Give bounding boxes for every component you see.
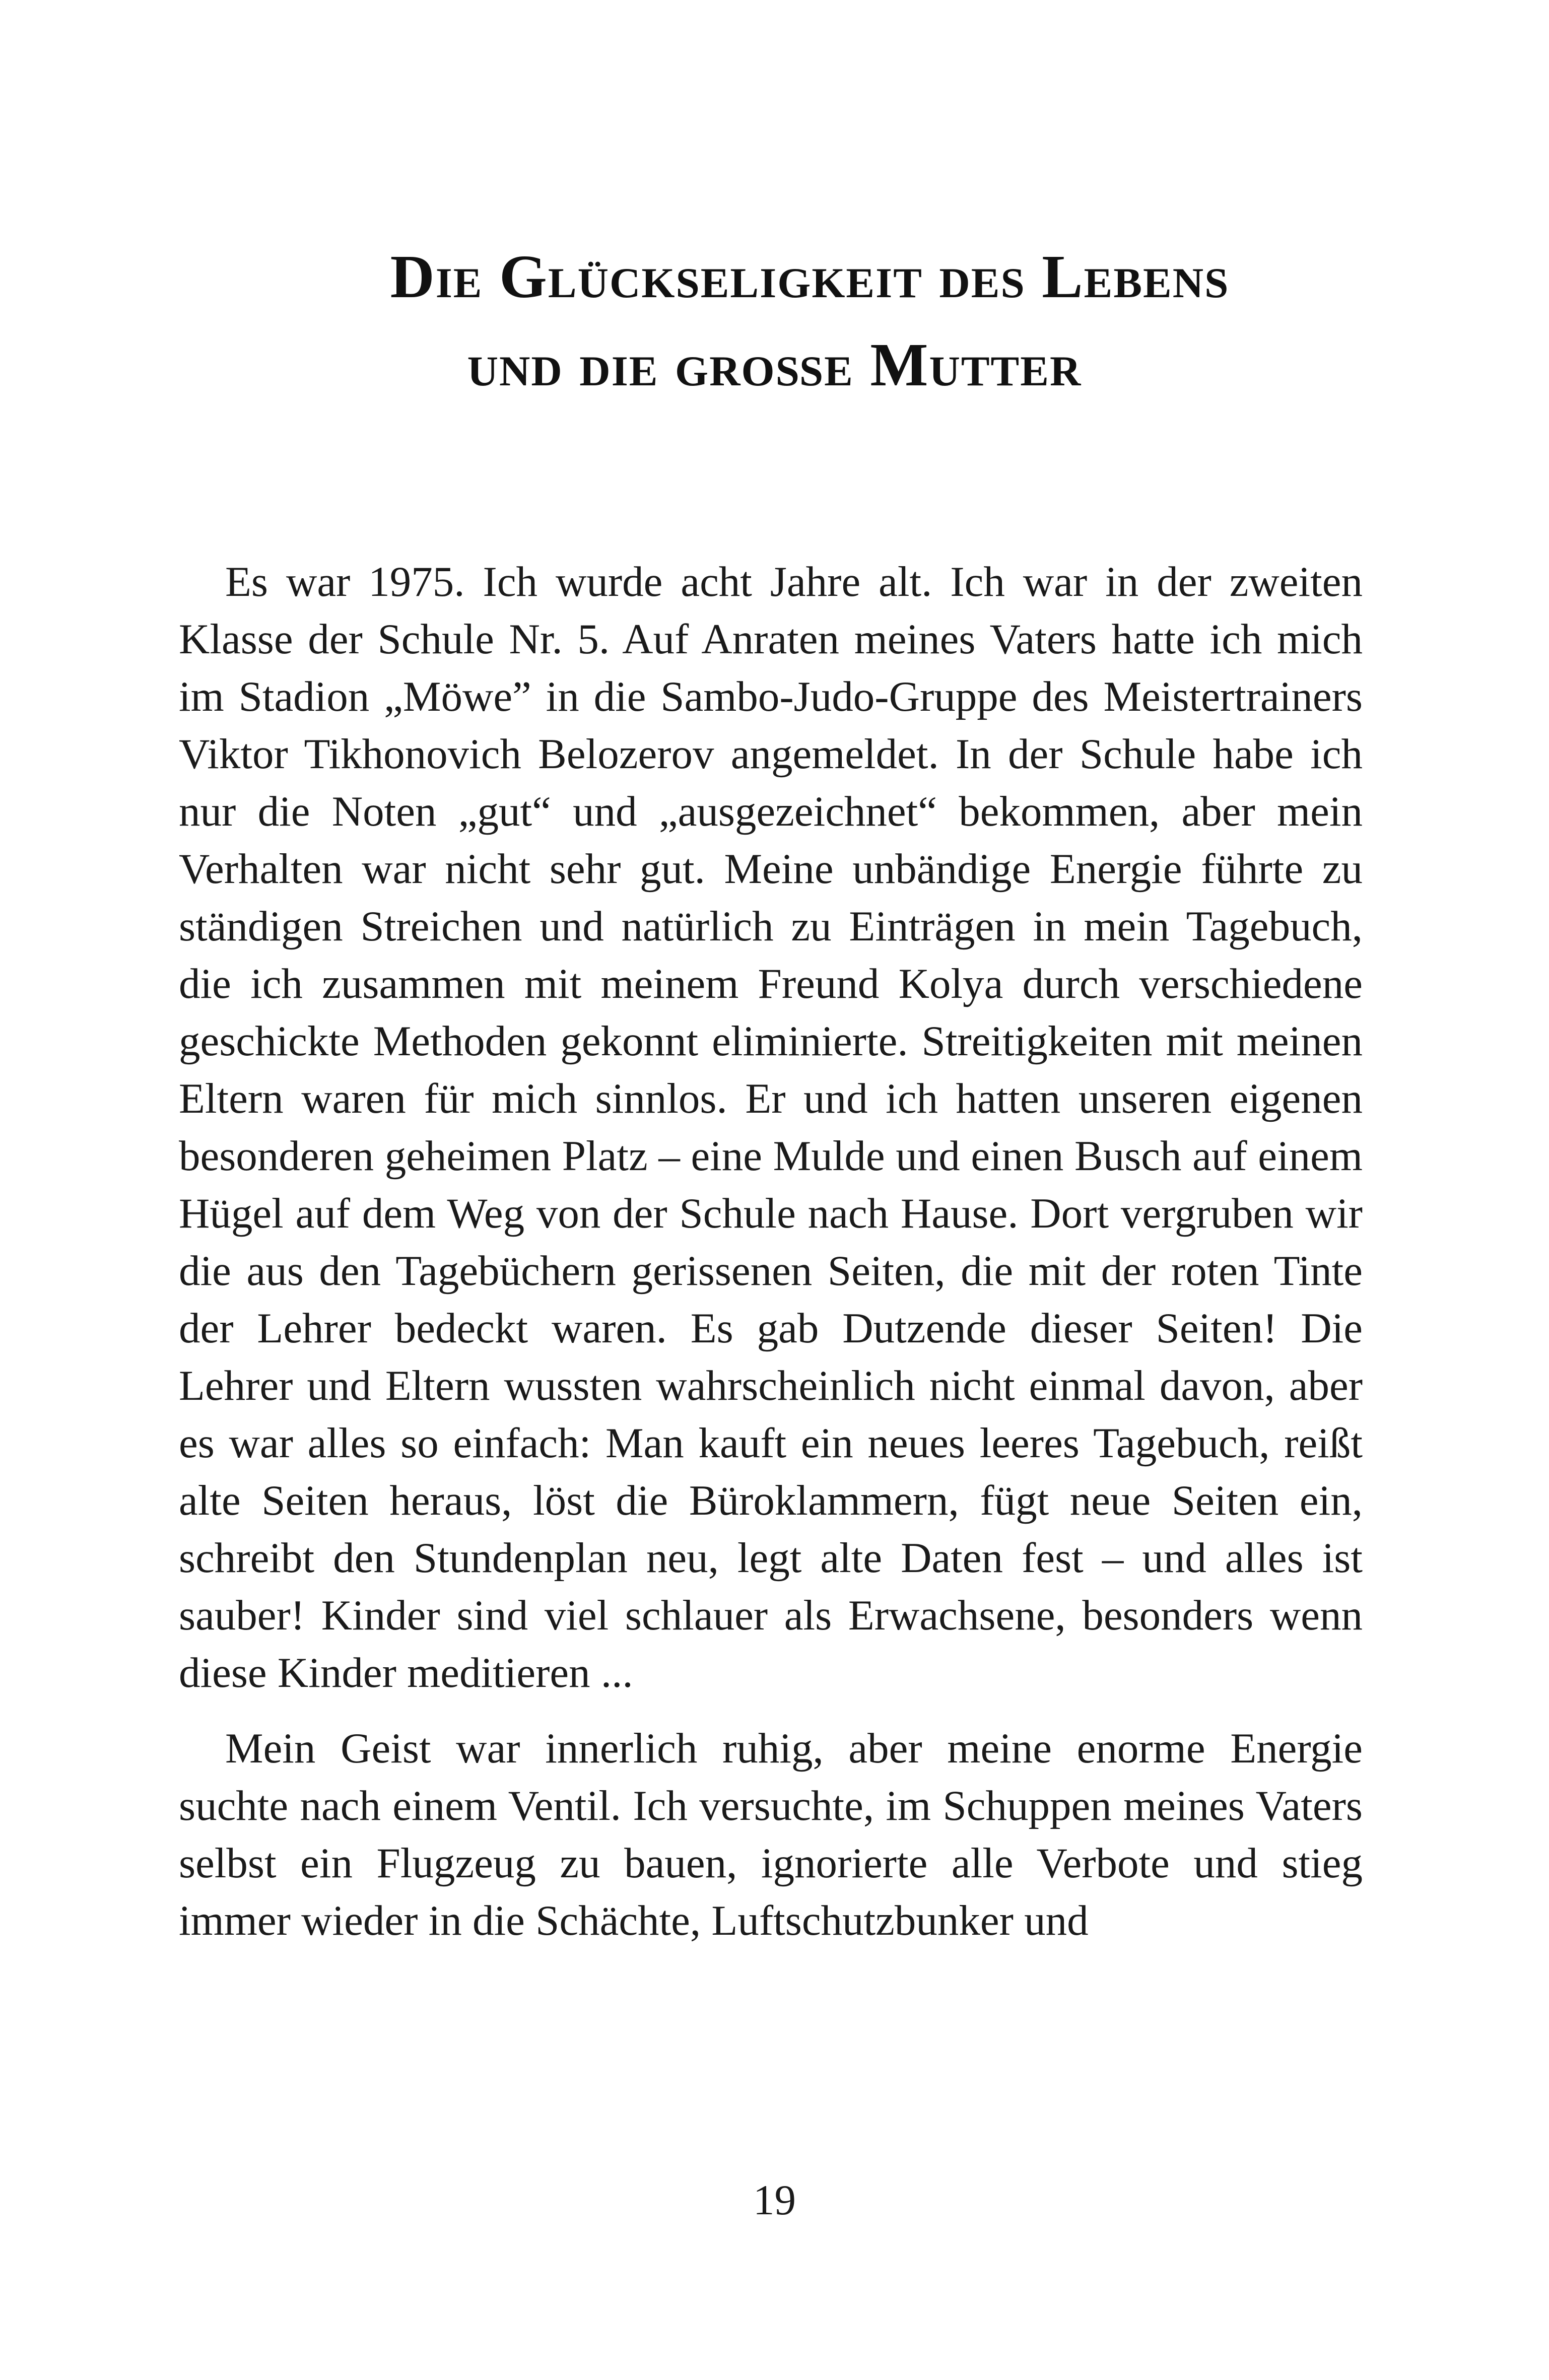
body-text: [179, 553, 1363, 1949]
chapter-title-line-2: und die große Mutter: [467, 330, 1082, 399]
paragraph-1: Es war 1975. Ich wurde acht Jahre alt. Ich war in der zweiten Klasse der Schule Nr. 5. Auf Anraten meines Vaters hatte ich mich im Stadion „Möwe” in die Sambo-Judo-Gruppe des Meistertrainers Viktor Tikhonovich Belozerov angemeldet. In der Schule habe ich nur die Noten „gut“ und „ausgezeichnet“ bekommen, aber mein Verhalten war nicht sehr gut. Meine unbändige Energie führte zu ständigen Streichen und natürlich zu Einträgen in mein Tagebuch, die ich zusammen mit meinem Freund Kolya durch verschiedene geschickte Methoden gekonnt eliminierte. Streitigkeiten mit meinen Eltern waren für mich sinnlos. Er und ich hatten unseren eigenen besonderen geheimen Platz – eine Mulde und einen Busch auf einem Hügel auf dem Weg von der Schule nach Hause. Dort vergruben wir die aus den Tagebüchern gerissenen Seiten, die mit der roten Tinte der Lehrer bedeckt waren. Es gab Dutzende dieser Seiten! Die Lehrer und Eltern wussten wahrscheinlich nicht einmal davon, aber es war alles so einfach: Man kauft ein neues leeres Tagebuch, reißt alte Seiten heraus, löst die Büroklammern, fügt neue Seiten ein, schreibt den Stundenplan neu, legt alte Daten fest – und alles ist sauber! Kinder sind viel schlauer als Erwachsene, besonders wenn diese Kinder meditieren ...: [179, 558, 1363, 1696]
page-number: 19: [753, 2177, 796, 2224]
chapter-title: [0, 233, 1549, 409]
chapter-title-line-1: Die Glückseligkeit des Lebens: [390, 242, 1230, 311]
paragraph-2: Mein Geist war innerlich ruhig, aber meine enorme Energie suchte nach einem Ventil. Ich versuchte, im Schuppen meines Vaters selbst ein Flugzeug zu bauen, ignorierte alle Verbote und stieg immer wieder in die Schächte, Luftschutzbunker und: [179, 1725, 1363, 1944]
